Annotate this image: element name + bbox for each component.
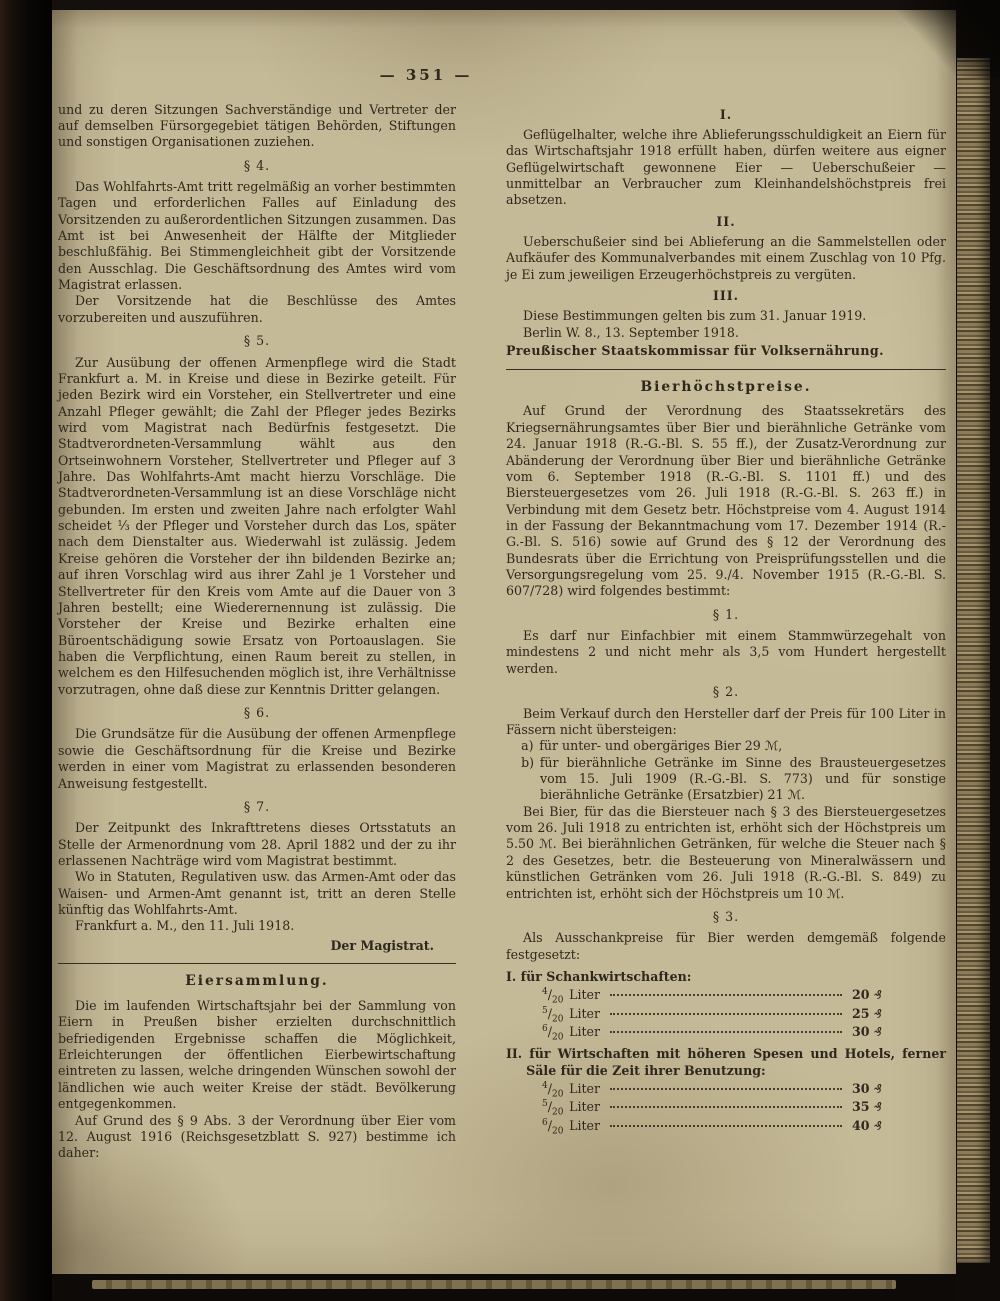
price-row [542,1099,882,1118]
currency-symbol: ₰ [873,1099,882,1115]
price-section-label: I. für Schankwirtschaften: [506,968,692,984]
paragraph: Die im laufenden Wirtschaftsjahr bei der Sammlung von Eiern in Preußen bisher erzielten durchschnittlich befriedigenden Ergebnisse schaffen die Möglichkeit, Erleichterungen der öffentlichen Eierbewirtschaftung eintreten zu lassen, welche dringenden Wünschen sowohl der ländlichen wie auch weiter Kreise der städt. Bevölkerung entgegenkommen. [58,998,456,1112]
paragraph: Zur Ausübung der offenen Armenpflege wird die Stadt Frankfurt a. M. in Kreise und diese in Bezirke geteilt. Für jeden Bezirk wird ein Vorsteher, ein Stellvertreter und eine Anzahl Pfleger gewählt; die Zahl der Pfleger jedes Bezirks wird vom Magistrat nach Bedürfnis festgesetzt. Die Stadtverordneten-Versammlung wählt aus den Ortseinwohnern Vorsteher, Stellvertreter und Pfleger auf 3 Jahre. Das Wohlfahrts-Amt macht hierzu Vorschläge. Die Stadtverordneten-Versammlung ist an diese Vorschläge nicht gebunden. Im ersten und zweiten Jahre nach erfolgter Wahl scheidet ⅓ der Pfleger und Vorsteher durch das Los, später nach dem Dienstalter aus. Wiederwahl ist zulässig. Jedem Kreise gehören die Vorsteher der ihn bildenden Bezirke an; auf ihren Vorschlag wird aus ihrer Zahl je 1 Vorsteher und Stellvertreter für den Kreis vom Amte auf die Dauer von 3 Jahren bestellt; eine Wiederernennung ist zulässig. Die Vorsteher der Kreise und Bezirke erhalten eine Büroentschädigung sowie Ersatz von Portoauslagen. Sie haben die Verpflichtung, einen Raum bereit zu stellen, in welchem es den Hilfesuchenden möglich ist, ihre Verhältnisse vorzutragen, ohne daß diese zur Kenntnis Dritter gelangen. [58,354,456,697]
roman-numeral-heading: II. [716,213,736,229]
fraction-denominator: 20 [551,1032,564,1043]
paragraph: Auf Grund des § 9 Abs. 3 der Verordnung über Eier vom 12. August 1916 (Reichsgesetzblatt S. 927) bestimme ich daher: [58,1112,456,1161]
fraction-numerator: 4 [542,987,548,998]
page-edges-texture [957,58,990,1263]
list-item [506,738,946,754]
fraction-numerator: 5 [542,1005,548,1016]
list-item [506,755,946,804]
dot-leader [610,1106,842,1108]
fraction-denominator: 20 [551,1126,564,1137]
price-unit: Liter [569,1117,601,1133]
section-heading: § 1. [712,606,740,622]
page-edge-stack-right [956,0,1000,1301]
dot-leader [610,1013,842,1015]
price-unit: Liter [569,1005,601,1021]
paragraph: Geflügelhalter, welche ihre Ablieferungsschuldigkeit an Eiern für das Wirtschaftsjahr 1918 erfüllt haben, dürfen weitere aus eigner Geflügelwirtschaft gewonnene Eier — Ueberschußeier — unmittelbar an Verbraucher zum Kleinhandelshöchstpreis frei absetzen. [506,126,946,208]
price-row [542,1117,882,1137]
page-number: — 351 — [379,66,473,84]
price-row [542,1023,882,1043]
price-section-label: II. für Wirtschaften mit höheren Spesen und Hotels, ferner Säle für die Zeit ihrer Benutzung: [506,1046,946,1078]
section-heading: § 4. [243,157,271,173]
currency-symbol: ₰ [873,987,882,1003]
price-quantity: $^5/_{20}$ [542,1005,564,1025]
text-columns [52,86,956,1162]
price-unit: Liter [569,1081,601,1097]
price-value: 30 [852,1024,870,1040]
section-heading: § 7. [243,798,271,814]
paragraph: Wo in Statuten, Regulativen usw. das Armen-Amt oder das Waisen- und Armen-Amt genannt ist, tritt an deren Stelle künftig das Wohlfahrts-Amt. [58,869,456,918]
left-column [58,102,456,1162]
scanned-page [52,10,956,1274]
paragraph: Diese Bestimmungen gelten bis zum 31. Januar 1919. [523,308,867,324]
price-quantity: $^5/_{20}$ [542,1099,564,1118]
dot-leader [610,1125,842,1127]
roman-numeral-heading: III. [712,288,740,304]
price-value: 40 [852,1117,870,1133]
price-quantity: $^6/_{20}$ [542,1023,564,1043]
price-quantity: $^4/_{20}$ [542,987,564,1006]
currency-symbol: ₰ [873,1081,882,1097]
price-unit: Liter [569,1024,601,1040]
divider-rule [58,963,456,964]
paragraph: Es darf nur Einfachbier mit einem Stammwürzegehalt von mindestens 2 und nicht mehr als 3,5 vom Hundert hergestellt werden. [506,628,946,676]
price-quantity: $^6/_{20}$ [542,1117,564,1137]
paragraph: Berlin W. 8., 13. September 1918. [523,324,739,340]
page-edges-texture [92,1280,896,1289]
dot-leader [610,994,842,996]
paragraph: Bei Bier, für das die Biersteuer nach § 3 des Biersteuergesetzes vom 26. Juli 1918 zu entrichten ist, erhöht sich der Höchstpreis um 5.50 ℳ. Bei bierähnlichen Getränken, für welche die Steuer nach § 2 des Gesetzes, betr. die Besteuerung von Mineralwässern und künstlichen Getränken vom 26. Juli 1918 (R.-G.-Bl. S. 849) zu entrichten ist, erhöht sich der Höchstpreis um 10 ℳ. [506,803,946,901]
price-value: 30 [852,1081,870,1097]
price-value: 35 [852,1099,870,1115]
currency-symbol: ₰ [873,1117,882,1133]
paragraph: Beim Verkauf durch den Hersteller darf der Preis für 100 Liter in Fässern nicht übersteigen: [506,705,946,737]
signature: Der Magistrat. [330,937,434,953]
paragraph: Das Wohlfahrts-Amt tritt regelmäßig an vorher bestimmten Tagen und erforderlichen Falles auf Einladung des Vorsitzenden zu außerordentlichen Sitzungen zusammen. Das Amt ist bei Anwesenheit der Hälfte der Mitglieder beschlußfähig. Bei Stimmengleichheit gibt der Vorsitzende den Ausschlag. Die Geschäftsordnung des Amtes wird vom Magistrat erlassen. [58,178,456,293]
currency-symbol: ₰ [873,1005,882,1021]
price-unit: Liter [569,987,601,1003]
dot-leader [610,1088,842,1090]
fraction-numerator: 6 [542,1023,548,1034]
dot-leader [610,1031,842,1033]
price-row [542,987,882,1006]
page-edge-stack-bottom [52,1274,956,1301]
section-heading: § 2. [712,684,740,700]
article-heading: Eiersammlung. [185,973,329,990]
price-unit: Liter [569,1099,601,1115]
divider-rule [506,369,946,370]
issuer-line: Preußischer Staatskommissar für Volksernährung. [506,343,884,359]
price-value: 20 [852,987,870,1003]
paragraph: Der Zeitpunkt des Inkrafttretens dieses Ortsstatuts an Stelle der Armenordnung vom 28. April 1882 und der zu ihr erlassenen Nachträge wird vom Magistrat bestimmt. [58,820,456,868]
paragraph: Frankfurt a. M., den 11. Juli 1918. [75,918,295,934]
roman-numeral-heading: I. [719,106,733,122]
list-text: für bierähnliche Getränke im Sinne des Brausteuergesetzes vom 15. Juli 1909 (R.-G.-Bl. S. 773) und für sonstige bierähnliche Getränke (Ersatzbier) 21 ℳ. [539,754,946,803]
paragraph: Die Grundsätze für die Ausübung der offenen Armenpflege sowie die Geschäftsordnung für die Kreise und Bezirke werden in einer vom Magistrat zu erlassenden besonderen Anweisung festgestellt. [58,726,456,791]
article-heading: Bierhöchstpreise. [640,378,812,395]
section-heading: § 6. [243,705,271,721]
paragraph: und zu deren Sitzungen Sachverständige und Vertreter der auf demselben Fürsorgegebiet tätigen Behörden, Stiftungen und sonstigen Organisationen zuziehen. [58,101,456,150]
fraction-numerator: 5 [542,1099,548,1110]
price-value: 25 [852,1005,870,1021]
book-binding [0,0,52,1301]
fraction-denominator: 20 [551,1089,564,1100]
price-row [542,1080,882,1100]
right-column [506,102,946,1162]
list-marker: b) [521,754,535,770]
list-text: für unter- und obergäriges Bier 29 ℳ, [539,738,783,754]
price-quantity: $^4/_{20}$ [542,1080,564,1100]
fraction-denominator: 20 [551,1107,564,1118]
paragraph: Auf Grund der Verordnung des Staatssekretärs des Kriegsernährungsamtes über Bier und bierähnliche Getränke vom 24. Januar 1918 (R.-G.-Bl. S. 55 ff.), der Zusatz-Verordnung zur Abänderung der Verordnung über Bier und bierähnliche Getränke vom 6. September 1918 (R.-G.-Bl. S. 1101 ff.) und des Biersteuergesetzes vom 26. Juli 1918 (R.-G.-Bl. S. 263 ff.) in Verbindung mit dem Gesetz betr. Höchstpreise vom 4. August 1914 in der Fassung der Bekanntmachung vom 17. Dezember 1914 (R.-G.-Bl. S. 516) sowie auf Grund des § 12 der Verordnung des Bundesrats über die Errichtung von Preisprüfungsstellen und die Versorgungsregelung vom 25. 9./4. November 1915 (R.-G.-Bl. S. 607/728) wird folgendes bestimmt: [506,403,946,599]
section-heading: § 3. [712,908,740,924]
paragraph: Als Ausschankpreise für Bier werden demgemäß folgende festgesetzt: [506,930,946,962]
price-row [542,1005,882,1025]
section-heading: § 5. [243,333,271,349]
paragraph: Ueberschußeier sind bei Ablieferung an die Sammelstellen oder Aufkäufer des Kommunalverbandes mit einem Zuschlag von 10 Pfg. je Ei zum jeweiligen Erzeugerhöchstpreis zu vergüten. [506,234,946,282]
currency-symbol: ₰ [873,1024,882,1040]
list-marker: a) [521,738,534,754]
paragraph: Der Vorsitzende hat die Beschlüsse des Amtes vorzubereiten und auszuführen. [58,293,456,325]
fraction-numerator: 4 [542,1080,548,1091]
fraction-denominator: 20 [551,1014,564,1025]
fraction-numerator: 6 [542,1117,548,1128]
fraction-denominator: 20 [551,995,564,1006]
